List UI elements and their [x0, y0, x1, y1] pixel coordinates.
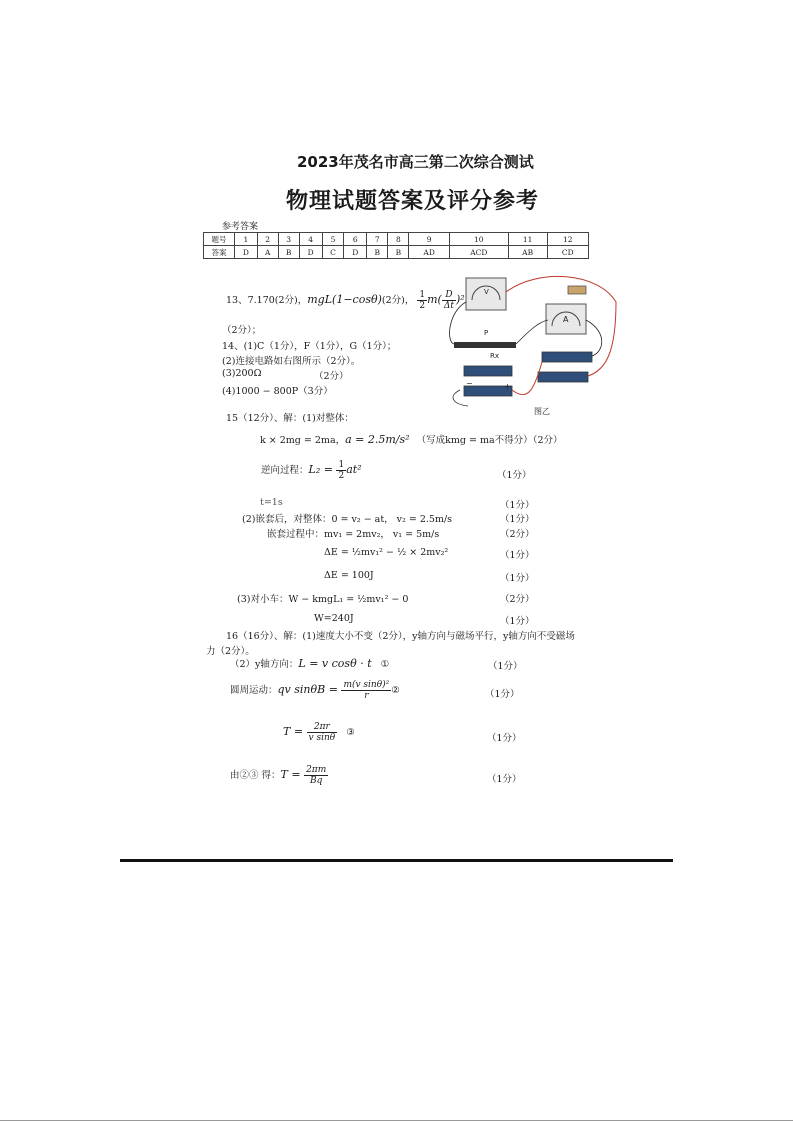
q14-line1: 14、(1)C（1分），F（1分），G（1分）； — [222, 341, 397, 352]
ammeter-label: A — [563, 315, 569, 324]
q15-line4-points: （1分） — [500, 500, 535, 511]
q15-line2-c: （写成kmg = ma不得分） — [416, 435, 533, 446]
q15-line7-points: （1分） — [500, 550, 535, 561]
table-cell: 答案 — [204, 246, 235, 259]
q15-line6-points: （2分） — [500, 529, 535, 540]
exam-subtitle: 2023年茂名市高三第二次综合测试 — [297, 153, 534, 171]
rheostat-icon — [542, 352, 592, 362]
table-cell: C — [322, 246, 344, 259]
wire — [586, 320, 602, 356]
q15-line8-points: （1分） — [500, 573, 535, 584]
wire — [450, 302, 466, 344]
q15-line3-points: （1分） — [497, 470, 532, 481]
q15-line1: 15（12分）、解：(1)对整体： — [226, 413, 354, 424]
q13-pts1: (2分)， — [381, 295, 415, 306]
resistor-rx-icon — [454, 342, 516, 348]
q16-line3-c: ① — [380, 659, 390, 670]
q15-line5-points: （1分） — [500, 514, 535, 525]
q16-line5 — [283, 722, 355, 743]
q13-pts2: （2分）； — [222, 325, 262, 336]
q16-line3 — [230, 656, 389, 670]
circuit-figure — [438, 272, 618, 420]
table-cell: 4 — [299, 233, 322, 246]
table-cell: AD — [409, 246, 449, 259]
q16-line5-points: （1分） — [487, 733, 522, 744]
table-cell: 8 — [388, 233, 409, 246]
q15-line8: ΔE = 100J — [324, 570, 374, 581]
wire — [516, 320, 548, 344]
q16-result-frac: $\frac{2\pi m}{Bq}$ — [306, 765, 327, 786]
table-cell: 题号 — [204, 233, 235, 246]
table-cell: 10 — [449, 233, 508, 246]
q13-m-part: m( — [427, 293, 442, 306]
table-cell: B — [278, 246, 299, 259]
q13-expr1: mgL(1−cosθ) — [307, 293, 382, 306]
q14-line3: (3)200Ω — [222, 368, 262, 379]
q16-line4-a: 圆周运动： — [230, 685, 278, 696]
q15-line7: ΔE = ½mv₁² − ½ × 2mv₂² — [324, 547, 449, 558]
page-bottom-edge — [0, 1120, 793, 1121]
rheostat-icon — [538, 372, 588, 382]
table-cell: D — [299, 246, 322, 259]
q16-line1: 16（16分）、解：(1)速度大小不变（2分），y轴方向与磁场平行，y轴方向不受磁场 — [226, 631, 575, 642]
q15-line3 — [261, 460, 362, 481]
q16-line6-a: 由②③ 得： — [230, 770, 281, 781]
q15-line5: (2)嵌套后，对整体：0 = v₂ − at， v₂ = 2.5m/s — [242, 514, 453, 525]
q15-line6: 嵌套过程中：mv₁ = 2mv₂， v₁ = 5m/s — [267, 529, 440, 540]
q14-line4: (4)1000 − 800P（3分） — [222, 386, 333, 397]
q15-line9: (3)对小车：W − kmgL₁ = ½mv₁² − 0 — [237, 594, 409, 605]
q16-line3-b: L = v cosθ · t — [298, 657, 372, 670]
q13-d-frac: $\frac{D}{\Delta t}$ — [443, 290, 454, 311]
q15-line9-points: （2分） — [500, 594, 535, 605]
table-cell: CD — [547, 246, 588, 259]
q15-line2-a: k × 2mg = 2ma， — [260, 435, 346, 446]
battery-icon — [464, 366, 512, 376]
q15-line2-b: a = 2.5m/s² — [345, 433, 410, 446]
table-cell: 6 — [344, 233, 367, 246]
resistor-label: Rx — [490, 352, 500, 360]
table-row — [204, 246, 589, 259]
q15-line3-a: 逆向过程： — [261, 465, 309, 476]
q15-line3-b: L₂ = — [308, 463, 337, 476]
table-cell: 11 — [508, 233, 547, 246]
table-cell: ACD — [449, 246, 508, 259]
q13-line — [226, 290, 465, 311]
table-cell: B — [367, 246, 388, 259]
table-cell: D — [235, 246, 258, 259]
q16-line4-c: ② — [391, 685, 400, 696]
q15-line2-points: （2分） — [528, 435, 563, 446]
table-cell: 7 — [367, 233, 388, 246]
q16-line5-c: ③ — [346, 727, 355, 738]
q15-line3-c: at² — [346, 463, 362, 476]
q15-line4: t=1s — [260, 497, 283, 508]
minus-label: − — [466, 379, 473, 388]
q16-line5-a: T = — [283, 725, 307, 738]
page-title: 物理试题答案及评分参考 — [286, 189, 540, 214]
q16-line6-b: T = — [280, 768, 305, 781]
answer-table-caption: 参考答案 — [222, 222, 259, 232]
table-cell: AB — [508, 246, 547, 259]
table-cell: 3 — [278, 233, 299, 246]
wire — [512, 362, 542, 395]
q16-line3-points: （1分） — [488, 661, 523, 672]
probe-label-p: P — [484, 329, 489, 337]
q13-half-frac: $\frac{1}{2}$ — [419, 290, 426, 311]
q16-line4-b: qv sinθB = — [277, 683, 342, 696]
q16-line2: 力（2分）。 — [206, 646, 255, 657]
q14-line3-points: （2分） — [314, 371, 349, 382]
table-cell: 5 — [322, 233, 344, 246]
q13-text: 13、7.170(2分)， — [226, 295, 308, 306]
table-cell: 9 — [409, 233, 449, 246]
q16-line4 — [230, 680, 400, 701]
q16-force-frac: $\frac{\text{m(v sinθ)²}}{r}$ — [343, 680, 390, 701]
table-cell: 1 — [235, 233, 258, 246]
q16-line6 — [230, 765, 328, 786]
q16-line4-points: （1分） — [485, 689, 520, 700]
voltmeter-label: V — [484, 288, 489, 296]
q15-half-frac: $\frac{1}{2}$ — [338, 460, 345, 481]
q15-line10-points: （1分） — [500, 616, 535, 627]
q16-period-frac: $\frac{2\pi r}{\text{v sinθ}}$ — [308, 722, 336, 743]
answer-table — [203, 232, 589, 259]
table-cell: B — [388, 246, 409, 259]
q16-line3-a: （2）y轴方向： — [230, 659, 299, 670]
figure-caption: 图乙 — [534, 407, 550, 416]
page-divider — [120, 859, 673, 862]
switch-icon — [568, 286, 586, 294]
q14-line2: (2)连接电路如右图所示（2分）。 — [222, 356, 361, 367]
q15-line10: W=240J — [314, 613, 354, 624]
q13-close: )² — [455, 293, 465, 306]
q16-line6-points: （1分） — [487, 774, 522, 785]
q15-line2 — [260, 432, 533, 446]
table-cell: A — [257, 246, 278, 259]
table-cell: 12 — [547, 233, 588, 246]
table-cell: 2 — [257, 233, 278, 246]
table-row — [204, 233, 589, 246]
table-cell: D — [344, 246, 367, 259]
plus-label: + — [504, 382, 511, 391]
